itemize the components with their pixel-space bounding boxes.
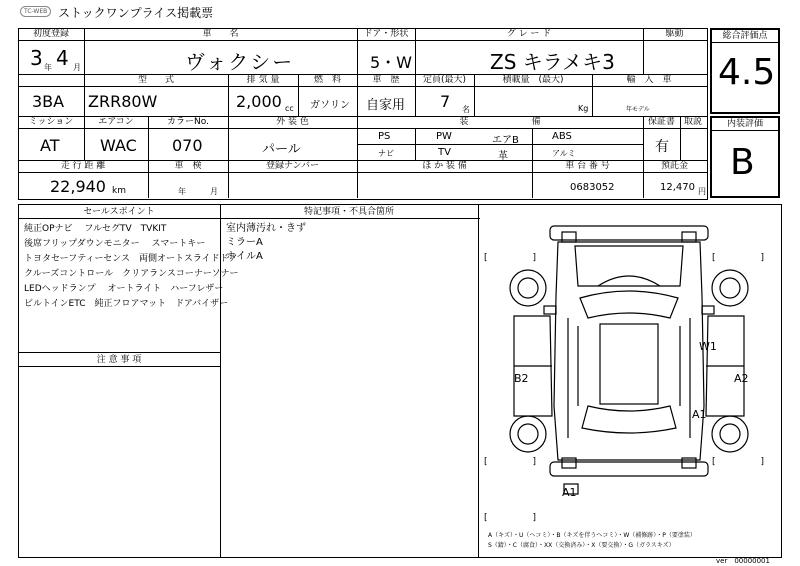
- version-label: ver 00000001: [716, 557, 770, 565]
- equip-navi: ナビ: [378, 149, 394, 158]
- value-door: 5・W: [370, 53, 413, 72]
- value-month-unit: 月: [73, 63, 81, 72]
- value-fuel: ガソリン: [310, 100, 350, 111]
- value-capacity: 7: [440, 92, 451, 111]
- value-insp-year: 年: [178, 187, 186, 196]
- remarks-list: [226, 222, 306, 264]
- hdr-displacement: 排 気 量: [246, 75, 280, 85]
- value-deposit-unit: 円: [698, 187, 706, 196]
- diagram-mark-a2: A2: [734, 372, 749, 385]
- value-interior-score: B: [730, 142, 755, 183]
- value-warranty: 有: [655, 139, 669, 155]
- value-mission: AT: [40, 136, 60, 155]
- doc-title: ストックワンプライス掲載票: [58, 6, 214, 20]
- value-year: 3: [30, 46, 43, 70]
- diagram-mark-w1: W1: [699, 340, 717, 353]
- sales-point-line: 純正OPナビ フルセグTV TVKIT: [24, 224, 167, 234]
- hdr-sales-point: セールスポイント: [83, 207, 155, 217]
- legend-line-1: A（キズ）・U（ヘコミ）・B（キズを伴うヘコミ）・W（補修跡）・P（要塗装）: [488, 532, 696, 539]
- value-color-no: 070: [172, 136, 203, 155]
- remark-line: ホイルA: [226, 251, 263, 262]
- hdr-grade: グ レ ー ド: [506, 29, 552, 39]
- sales-point-line: ビルトインETC 純正フロアマット ドアバイザー: [24, 299, 229, 309]
- value-ext-color: パール: [262, 142, 301, 157]
- hdr-car-name: 車 名: [202, 29, 239, 39]
- diagram-mark-b2: B2: [514, 372, 529, 385]
- equip-abs: ABS: [552, 131, 572, 142]
- hdr-color-no: カラーNo.: [167, 117, 209, 127]
- bracket-right-top: [ ]: [712, 253, 765, 263]
- hdr-notes: 注 意 事 項: [96, 355, 142, 365]
- sales-point-line: LEDヘッドランプ オートライト ハーフレザー: [24, 284, 224, 294]
- value-model-code: ZRR80W: [88, 92, 158, 111]
- hdr-mileage: 走 行 距 離: [60, 161, 106, 171]
- value-mileage: 22,940: [50, 177, 106, 196]
- value-chassis-no: 0683052: [570, 182, 615, 193]
- value-model-year-label: 年モデル: [626, 106, 650, 113]
- hdr-interior: 内装評価: [726, 119, 763, 129]
- diagram-mark-a1-bottom: A1: [562, 486, 577, 499]
- hdr-first-reg: 初度登録: [32, 29, 69, 39]
- value-car-name: ヴォクシー: [185, 50, 295, 74]
- value-capacity-unit: 名: [462, 105, 470, 114]
- hdr-model: 型 式: [137, 75, 174, 85]
- hdr-deposit: 預託金: [660, 161, 688, 171]
- equip-ps: PS: [378, 131, 391, 142]
- hdr-overall: 総合評価点: [722, 31, 768, 41]
- sales-point-line: トヨタセーフティーセンス 両側オートスライドドア: [24, 254, 238, 264]
- legend-line-2: S（錆）・C（腐食）・XX（交換済み）・X（要交換）・G（ガラスキズ）: [488, 542, 675, 549]
- value-insp-month: 月: [210, 187, 218, 196]
- hdr-fuel: 燃 料: [313, 75, 341, 85]
- hdr-ext-color: 外 装 色: [276, 117, 309, 127]
- value-overall-score: 4.5: [718, 52, 776, 93]
- bracket-right-bottom: [ ]: [712, 457, 765, 467]
- value-model: 3BA: [32, 92, 65, 111]
- hdr-aircon: エアコン: [98, 117, 134, 127]
- value-history: 自家用: [366, 98, 406, 113]
- bracket-left-top: [ ]: [484, 253, 537, 263]
- equip-tv: TV: [438, 147, 451, 158]
- value-displacement: 2,000: [236, 92, 282, 111]
- hdr-inspection: 車 検: [174, 161, 202, 171]
- hdr-other-equip: ほ か 装 備: [422, 161, 467, 171]
- hdr-manual: 取説: [683, 117, 702, 127]
- hdr-door-shape: ドア・形状: [363, 29, 409, 39]
- hdr-capacity: 定員(最大): [422, 75, 467, 85]
- value-grade: ZS キラメキ3: [490, 50, 615, 74]
- sales-point-line: クルーズコントロール クリアランスコーナーソナー: [24, 269, 239, 279]
- value-deposit: 12,470: [660, 182, 695, 193]
- sales-point-line: 後席フリップダウンモニター スマートキー: [24, 239, 206, 249]
- value-year-unit: 年: [44, 63, 52, 72]
- logo: TC-WEB: [20, 6, 51, 17]
- bracket-bottom: [ ]: [484, 513, 537, 523]
- diagram-mark-a1-right: A1: [692, 408, 707, 421]
- sales-points-list: [24, 222, 238, 312]
- equip-leather: 革: [498, 151, 508, 162]
- remark-line: 室内薄汚れ・きず: [226, 223, 306, 234]
- remark-line: ミラーA: [226, 237, 263, 248]
- equip-airbag: エアB: [492, 135, 519, 146]
- hdr-reg-number: 登録ナンバー: [266, 161, 319, 171]
- hdr-remarks: 特記事項・不具合箇所: [303, 207, 394, 217]
- hdr-mission: ミッション: [28, 117, 74, 127]
- hdr-equipment: 装 備: [459, 117, 541, 127]
- hdr-history: 車 歴: [372, 75, 400, 85]
- bracket-left-bottom: [ ]: [484, 457, 537, 467]
- hdr-drive: 駆動: [665, 29, 684, 39]
- hdr-warranty: 保証書: [647, 117, 675, 127]
- hdr-load: 積載量 (最大): [502, 75, 564, 85]
- value-month: 4: [56, 46, 69, 70]
- value-aircon: WAC: [100, 136, 137, 155]
- equip-alumi: アルミ: [552, 149, 576, 158]
- value-disp-unit: cc: [285, 104, 294, 113]
- value-mileage-unit: km: [112, 186, 126, 196]
- equip-pw: PW: [436, 131, 452, 142]
- hdr-chassis-no: 車 台 番 号: [565, 161, 610, 171]
- hdr-import: 輸 入 車: [626, 75, 672, 85]
- value-load-unit: Kg: [578, 104, 589, 113]
